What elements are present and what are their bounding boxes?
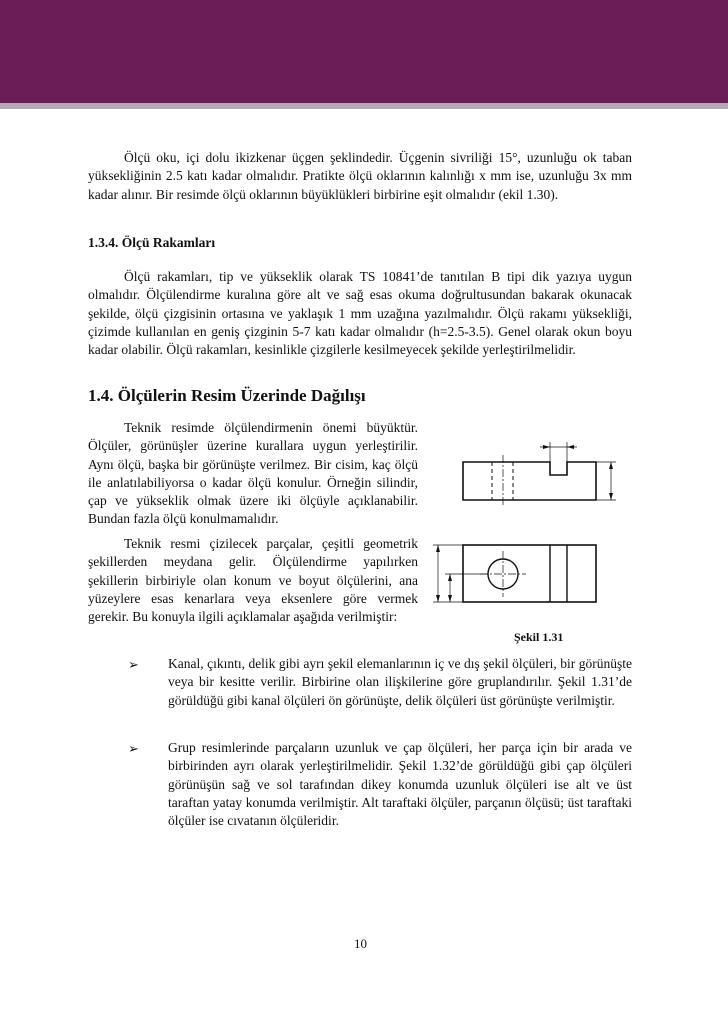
arrowhead [448, 595, 452, 602]
paragraph-dimension-importance: Teknik resimde ölçülendirmenin önemi büyüktür. Ölçüler, görünüşler üzerine kurallara uygun yerleştirilir. Aynı ölçü, başka bir görünüşte verilmez. Bir cisim, kaç ölçü ile anlatılabiliyorsa o kadar ölçü konulur. Örneğin silindir, çap ve yükseklik olmak üzere iki ölçüyle açıklanabilir. Bundan fazla ölçü konulmamalıdır. [88, 420, 418, 527]
arrowhead [609, 462, 613, 469]
bullet-text: Kanal, çıkıntı, delik gibi ayrı şekil elemanlarının iç ve dış şekil ölçüleri, bir görünüşte veya bir kesitte verilir. Birbirine olan ilişkilerine göre gruplandırılır. Şekil 1.31’de görüldüğü gibi kanal ölçüleri ön görünüşte, delik ölçüleri üst görünüşte verilmiştir. [168, 656, 632, 708]
front-view-outline [463, 462, 596, 500]
arrowhead [448, 574, 452, 581]
paragraph-geometric-shapes: Teknik resmi çizilecek parçalar, çeşitli geometrik şekillerden meydana gelir. Ölçülendirme yapılırken şekillerin birbiriyle olan konum ve boyut ölçülerini, ana yüzeylere esas kenarlara veya eksenlere göre vermek gerekir. Bu konuyla ilgili açıklamalar aşağıda verilmiştir: [88, 536, 418, 625]
bullet-arrow-icon: ➢ [128, 657, 139, 672]
arrowhead [609, 493, 613, 500]
top-view-outline [463, 545, 596, 602]
arrowhead [436, 545, 440, 552]
section-heading-1-3-4: 1.3.4. Ölçü Rakamları [88, 235, 216, 250]
bullet-arrow-icon: ➢ [128, 741, 139, 756]
figure-caption: Şekil 1.31 [514, 630, 564, 644]
paragraph-dimension-numbers: Ölçü rakamları, tip ve yükseklik olarak TS 10841’de tanıtılan B tipi dik yazıya uygun olmalıdır. Ölçülendirme kuralına göre alt ve sağ esas okuma doğrultusundan bakarak okunacak şekilde, ölçü çizgisinin ortasına ve yaklaşık 1 mm uzağına yazılmalıdır. Ölçü rakamı yüksekliği, çizimde kullanılan en geniş çizginin 5-7 katı kadar olmalıdır (h=2.5-3.5). Genel olarak okun boyu kadar olabilir. Ölçü rakamları, kesinlikle çizgilerle kesilmeyecek şekilde yerleştirilmelidir. [88, 269, 632, 358]
header-band [0, 0, 728, 103]
page-number: 10 [354, 936, 367, 951]
paragraph-arrow-definition: Ölçü oku, içi dolu ikizkenar üçgen şeklindedir. Üçgenin sivriliği 15°, uzunluğu ok taban yüksekliğinin 2.5 katı kadar olmalıdır. Pratikte ölçü oklarının kalınlığı x mm ise, uzunluğu 3x mm kadar alınır. Bir resimde ölçü oklarının büyüklükleri birbirine eşit olmalıdır (ekil 1.30). [88, 150, 632, 202]
bullet-text: Grup resimlerinde parçaların uzunluk ve çap ölçüleri, her parça için bir arada ve birbirinden ayrı olarak yerleştirilmelidir. Şekil 1.32’de görüldüğü gibi çap ölçüleri görünüşün sağ ve sol tarafından dikey konumda uzunluk ölçüleri ise alt ve üst taraftan yatay konumda verilmiştir. Alt taraftaki ölçüler, parçanın ölçüsü; üst taraftaki ölçüler ise cıvatanın ölçüleridir. [168, 740, 632, 829]
technical-drawing-figure [430, 437, 630, 622]
header-divider [0, 103, 728, 109]
arrowhead [567, 445, 574, 449]
arrowhead [436, 595, 440, 602]
section-heading-1-4: 1.4. Ölçülerin Resim Üzerinde Dağılışı [88, 386, 366, 405]
arrowhead [543, 445, 550, 449]
